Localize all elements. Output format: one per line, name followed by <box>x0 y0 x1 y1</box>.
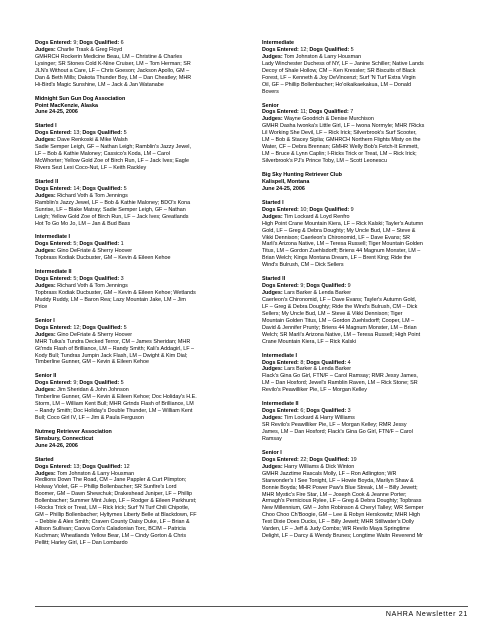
result-section <box>262 353 468 395</box>
results-line: Bovers <box>262 88 279 95</box>
results-line: MHR Mystic's Fire Star, LM – Joseph Cook & Jeanne Porter; <box>262 491 407 498</box>
results-line: Bull; Coco Girl IV, LF – Jim & Paula Ferguson <box>35 415 144 422</box>
section-heading: Nutmeg Retriever Association <box>35 428 112 435</box>
results-line: Kody Bull; Tundras Jumpin Jack Flash, LM – Dwight & Kim Dial; <box>35 352 188 359</box>
field-value: 11; <box>298 109 309 116</box>
field-label: Judges: <box>262 213 283 220</box>
result-section <box>35 429 244 450</box>
left-column <box>35 40 244 554</box>
field-value: 14; <box>71 185 83 192</box>
result-section <box>262 40 468 96</box>
field-value: 13; <box>71 463 83 470</box>
section-heading: Big Sky Hunting Retriever Club <box>262 171 342 178</box>
results-line: Starwonder's I See Tonight, LF – Howie Boyda, Marilyn Shaw & <box>262 477 414 484</box>
results-line: Delight, LF – Darcy & Wendy Brunes; Longtime Waitn Reverend Mr <box>262 533 423 540</box>
result-section <box>35 234 244 262</box>
stats-line <box>262 408 468 415</box>
field-value: 9; <box>71 380 80 387</box>
section-heading: Senior I <box>262 449 282 456</box>
results-line: – Debbie & Alex Smith; Craven County Daisy Duke, LF – Brian & <box>35 519 190 526</box>
field-label: Dogs Qualified: <box>306 408 347 415</box>
right-column <box>262 40 468 547</box>
stats-line <box>262 54 468 61</box>
results-line: Dan & Beth Mills; Dakota Thunder Boy, LM – Dan Cheatley; MHR <box>35 74 192 81</box>
results-line: GM – Phillip Bollenbacher; Hyltymes Liberty Belle at Blackdown, FF <box>35 512 197 519</box>
stats-line <box>262 214 468 221</box>
field-value: 5; <box>71 241 80 248</box>
results-line: Gt'rnds Flash of Brilliance, LM – Randy Smith; Kali's Addagirl, LF – <box>35 345 195 352</box>
field-label: Dogs Entered: <box>262 408 299 415</box>
stats-line <box>35 387 244 394</box>
results-line: GMHR Dasha Iwonka's Little Girl, LF – Iwona Normyle; MHR I'Ricks <box>262 123 425 130</box>
stats-line <box>262 290 468 297</box>
results-line: I-Rocks Trick or Treat, LM – Rick Irick; Surf 'N Turf Chili Chipotle, <box>35 505 190 512</box>
field-value: 1 <box>119 241 124 248</box>
field-value: 12; <box>71 324 83 331</box>
field-label: Dogs Entered: <box>262 283 299 290</box>
results-line: GMHR Jazztime Rascals Molly, LF – Ron Adlington; WR <box>262 470 397 477</box>
field-value: 5 <box>122 324 127 331</box>
section-heading: Intermediate II <box>262 401 299 408</box>
results-line: Lysinger; SR Stones Cold K-Nine Cruiser, LM – Tom Herman; SR <box>35 60 191 67</box>
field-value: 19 <box>349 456 357 463</box>
results-line: Allison Sullivan; Caova Con's Caladonian Torc, BC/M – Patricia <box>35 526 186 533</box>
results-line: Leigh; Yellow Gold Zoe of Birch Run, LF – Jack Ives; Greatlands <box>35 213 189 220</box>
results-line: Welch; SR Marli's Arizona Native, LM – Teresa Russell; High Point <box>262 331 421 338</box>
results-line: Oil, GF – Phillip Bollenbacher; Ho'oikaikaekakua, LM – Donald <box>262 81 412 88</box>
field-label: Judges: <box>262 53 283 60</box>
field-label: Dogs Qualified: <box>82 463 123 470</box>
stats-line <box>35 193 244 200</box>
field-value: 9; <box>298 283 307 290</box>
results-line: Test Dixie Does Ducks, LF – Billy Jewett; MHR Stillwater's Dolly <box>262 519 415 526</box>
stats-line <box>35 464 244 471</box>
stats-line <box>262 207 468 214</box>
stats-line <box>35 471 244 478</box>
field-label: Dogs Qualified: <box>82 185 123 192</box>
result-section <box>35 40 244 89</box>
results-line: Caerleon's Chironomid, LF – Dave Evans; Tayler's Autumn Gold, <box>262 297 417 304</box>
results-line: GMHRCH Rockerin Medicine Beau, LM – Christine & Charles <box>35 53 183 60</box>
results-line: Titus, LM – Gordon Zuehlsdorff; Briens 44 Magnum Monster, LM – <box>262 248 421 255</box>
field-label: Dogs Entered: <box>262 359 299 366</box>
field-label: Dogs Qualified: <box>82 130 123 137</box>
results-line: Sadie Semper Leigh, GF – Nathan Leigh; Ramblin's Jazzy Jewel, <box>35 144 191 151</box>
footer-rule <box>35 606 468 607</box>
results-line: JLN's Without a Care, LF – Chris Goeson; Jackson Apollo, GM – <box>35 67 190 74</box>
results-line: Redlions Down The Road, CM – Jane Pappler & Curt Plimpton; <box>35 477 187 484</box>
field-value: 22; <box>298 456 310 463</box>
field-label: Judges: <box>262 290 283 297</box>
field-label: Judges: <box>35 248 56 255</box>
stats-line <box>35 248 244 255</box>
field-label: Dogs Entered: <box>35 130 72 137</box>
section-heading: Simsbury, Connecticut <box>35 435 94 442</box>
result-section <box>35 457 244 547</box>
result-section <box>35 318 244 367</box>
results-line: LM – Dan Hosford; Jewel's Ramblin Raven, LM – Rick Stone; SR <box>262 380 418 387</box>
section-heading: Senior I <box>35 317 55 324</box>
stats-line <box>262 283 468 290</box>
results-line: Bollenbacher; Summer Mint Julep, LF – Rodger & Eileen Parkhurst; <box>35 498 197 505</box>
results-line: Hot To Go Mo Jo, LM – Jan & Bud Bass <box>35 220 131 227</box>
field-value: 5; <box>71 276 80 283</box>
section-heading: June 24-25, 2006 <box>262 185 305 192</box>
field-label: Dogs Entered: <box>35 185 72 192</box>
field-value: 10; <box>298 206 310 213</box>
results-line: New Millennium, GM – John Robinson & Cheryl Talley; WR Semper <box>262 505 424 512</box>
field-value: Richard Voth & Tom Jennings <box>55 192 128 199</box>
result-section <box>35 96 244 117</box>
field-label: Judges: <box>35 192 56 199</box>
results-line: Pellitt; Harley Girl, LF – Dan Lombardo <box>35 540 128 547</box>
results-line: Bonnie Boyda; MHR Power Paw's Blue Streak, LM – Billy Jewett; <box>262 484 418 491</box>
result-section <box>262 450 468 540</box>
results-line: Timberline Gunner, GM – Kevin & Eileen Kehoe; Doc Holiday's H.E. <box>35 394 197 401</box>
field-value: Charlie Trask & Greg Floyd <box>55 46 123 53</box>
results-line: – Randy Smith; Doc Holiday's Double Thunder, LM – William Kent <box>35 408 193 415</box>
results-line: Choo Choo Ch'Boogie, GM – Lee & Robyn Herskowitz; MHR High <box>262 512 421 519</box>
field-label: Judges: <box>35 331 56 338</box>
stats-line <box>262 464 468 471</box>
field-label: Judges: <box>35 46 56 53</box>
results-line: Price <box>35 303 48 310</box>
field-value: 12 <box>122 463 130 470</box>
results-line: Topbrass Kodiak Ducbuster, GM – Kevin & Eileen Kehoe <box>35 255 171 262</box>
field-label: Dogs Qualified: <box>308 109 349 116</box>
section-heading: Intermediate I <box>262 352 298 359</box>
results-line: Vikki Dennison; Caerleon's Chironomid, LF – Dave Evans; SR <box>262 234 411 241</box>
results-line: Crane Mountain Kiera, LF – Rick Kalski <box>262 338 357 345</box>
results-line: Topbrass Kodiak Ducbuster, GM – Kevin & Eileen Kehoe; Wetlands <box>35 290 196 296</box>
field-label: Judges: <box>262 415 283 422</box>
field-value: Richard Voth & Tom Jennings <box>55 283 128 290</box>
results-line: MHR Tulka's Tundra Decked Terror, CM – James Sheridan; MHR <box>35 338 191 345</box>
results-line: Flack's Gina Go Girl, FTN/F – Carol Ramsay; RMR Jessy James, <box>262 373 418 380</box>
field-value: Harry Williams & Dick Winton <box>282 463 355 470</box>
field-label: Dogs Qualified: <box>79 276 120 283</box>
section-heading: Intermediate II <box>35 269 72 276</box>
field-label: Dogs Qualified: <box>306 359 347 366</box>
field-value: 8; <box>298 359 307 366</box>
stats-line <box>262 415 468 422</box>
stats-line <box>262 109 468 116</box>
results-line: Ramblin's Jazzy Jewel, LF – Bob & Kathie Maloney; BDO's Kona <box>35 199 191 206</box>
field-value: 5 <box>122 185 127 192</box>
results-line: Varden, LF – Jeff & Judy Combs; WR Revilo Maya Springtime <box>262 526 410 533</box>
field-value: 9 <box>346 283 351 290</box>
field-value: 7 <box>348 109 354 116</box>
results-line: Sellers; My Uncle Bud, LM – Steve & Vikki Dennison; Tiger <box>262 310 403 317</box>
field-value: Jim Sheridan & John Johnson <box>55 387 129 394</box>
field-value: 5 <box>119 380 124 387</box>
results-line: Hi-Bird's Magic Sunshine, LM – Jack & Jan Watanabe <box>35 81 164 88</box>
field-value: Wayne Goodrich & Denise Murchison <box>282 116 374 123</box>
field-value: 6; <box>298 408 307 415</box>
results-line: Timberline Gunner, GM – Kevin & Eileen Kehoe <box>35 359 149 366</box>
section-heading: Intermediate <box>262 40 295 46</box>
section-heading: June 24-26, 2006 <box>35 442 78 449</box>
stats-line <box>35 380 244 387</box>
field-label: Judges: <box>262 366 283 373</box>
field-value: 4 <box>346 359 351 366</box>
results-line: Sunrise, LF – Blake Matray; Sadie Semper Leigh, GF – Nathan <box>35 206 186 213</box>
field-label: Dogs Entered: <box>262 456 299 463</box>
section-heading: Intermediate I <box>35 234 71 241</box>
field-label: Dogs Entered: <box>35 40 72 46</box>
section-heading: Started I <box>262 199 284 206</box>
field-label: Dogs Entered: <box>35 324 72 331</box>
results-line: LF – Greg & Debra Doughty; Ride the Wind's Bulrush, CM – Dick <box>262 303 418 310</box>
field-value: 12; <box>298 46 310 53</box>
result-section <box>262 172 468 193</box>
results-line: Armagh's Pernicious Rylee, LF – Greg & Debra Doughty; Topbrass <box>262 498 422 505</box>
field-value: 13; <box>71 130 83 137</box>
stats-line <box>262 116 468 123</box>
result-section <box>262 276 468 346</box>
results-line: Lil Working She Devil, LF – Rick Irick; Silverbrook's Surf Scooter, <box>262 130 417 137</box>
results-line: High Point Crane Mountain Kiera, LF – Rick Kalski; Tayler's Autumn <box>262 220 424 227</box>
field-value: Tim Lockard & Harry Williams <box>282 415 355 422</box>
stats-line <box>35 40 244 47</box>
results-line: LM – Bruce & Lynn Caplin; I-Ricks Trick or Treat, LM – Rick Irick; <box>262 151 417 158</box>
field-label: Dogs Qualified: <box>79 241 120 248</box>
field-label: Dogs Qualified: <box>79 40 120 46</box>
field-label: Dogs Entered: <box>262 46 299 53</box>
field-value: 3 <box>346 408 351 415</box>
field-label: Judges: <box>262 116 283 123</box>
field-value: Tim Lockard & Loyd Renfro <box>282 213 350 220</box>
section-heading: Started I <box>35 123 57 130</box>
field-value: Gino DeFriate & Sherry Hoover <box>55 248 133 255</box>
results-line: Decoy of Shale Hollow, CM – Ken Kressler; SR Biscuits of Black <box>262 67 416 74</box>
field-label: Dogs Qualified: <box>79 380 120 387</box>
field-value: 9; <box>71 40 80 46</box>
results-line: Storm, LM – William Kent Bull; MHR Grtnds Flash of Brilliance, LM <box>35 401 194 408</box>
results-line: Ramsay <box>262 435 282 442</box>
field-value: 9 <box>349 206 354 213</box>
page-footer: NAHRA Newsletter 21 <box>385 611 468 618</box>
result-section <box>262 401 468 443</box>
results-line: Revilo's Peawilliker Pie, LF – Morgan Kelley <box>262 387 367 394</box>
results-line: Silverbrook's PJ's Prince Toby, LM – Scott Leonescu <box>262 158 388 165</box>
result-section <box>35 269 244 311</box>
results-line: David & Jennifer Prunty; Briens 44 Magnum Monster, LM – Brian <box>262 324 417 331</box>
field-value: Tom Johnston & Larry Housman <box>282 53 362 60</box>
field-label: Dogs Qualified: <box>309 46 350 53</box>
results-line: Water, CF – Debra Brennan; GMHR Welly Bob's Fetch-It Emmett, <box>262 144 419 151</box>
field-label: Dogs Entered: <box>262 206 299 213</box>
stats-line <box>262 366 468 373</box>
results-line: Gold, LF – Greg & Debra Doughty; My Uncle Bud, LM – Steve & <box>262 227 416 234</box>
section-heading: Senior II <box>35 373 57 380</box>
stats-line <box>35 137 244 144</box>
result-section <box>35 179 244 228</box>
stats-line <box>35 283 244 290</box>
section-heading: June 24-25, 2006 <box>35 109 78 116</box>
stats-line <box>262 360 468 367</box>
result-section <box>262 103 468 166</box>
result-section <box>35 123 244 172</box>
field-label: Dogs Entered: <box>35 463 72 470</box>
results-line: Marli's Arizona Native, LM – Teresa Russell; Tiger Mountain Golden <box>262 241 423 248</box>
stats-line <box>35 325 244 332</box>
results-line: LF – Bob & Kathie Maloney; Cassico's Koda, LM – Carol <box>35 151 170 158</box>
field-label: Dogs Entered: <box>35 276 72 283</box>
results-line: Wind's Bulrush, CM – Dick Sellers <box>262 262 344 269</box>
results-line: LM – Bob & Stacey Siplia; GMHRCH Northern Flights Misty on the <box>262 137 421 144</box>
results-line: Lady Winchester Duchess of NY, LF – Janine Schiller; Native Lands <box>262 60 424 67</box>
field-value: 5 <box>349 46 354 53</box>
section-heading: Started <box>35 456 54 463</box>
results-line: Brian Welch; Kings Montana Dream, LF – Brent King; Ride the <box>262 255 412 262</box>
field-value: Dave Renkoski & Mike Walsh <box>55 137 128 144</box>
field-label: Dogs Entered: <box>35 241 72 248</box>
section-heading: Started II <box>262 276 286 283</box>
results-line: Boomer, GM – Dawn Shewchuk; Drakeshead Juniper, LF – Phillip <box>35 491 193 498</box>
field-label: Dogs Qualified: <box>306 283 347 290</box>
field-value: Gino DeFriate & Sherry Hoover <box>55 331 133 338</box>
stats-line <box>262 457 468 464</box>
results-line: Rivers Sezi Lexi Coco-Nut, LF – Keith Rackley <box>35 165 147 172</box>
field-label: Judges: <box>35 137 56 144</box>
result-section <box>35 373 244 422</box>
results-line: Muddy Ruddy, LM – Baron Rea; Lazy Mountain Jake, LM – Jim <box>35 296 186 303</box>
section-heading: Kalispell, Montana <box>262 178 310 185</box>
section-heading: Started II <box>35 178 59 185</box>
stats-line <box>262 47 468 54</box>
result-section <box>262 200 468 270</box>
field-label: Dogs Qualified: <box>82 324 123 331</box>
stats-line <box>35 332 244 339</box>
field-label: Dogs Qualified: <box>309 206 350 213</box>
field-value: Tom Johnston & Larry Housman <box>55 470 135 477</box>
results-line: James, LM – Dan Hosford; Flack's Gina Go Girl, FTN/F – Carol <box>262 429 413 435</box>
field-value: 5 <box>122 130 127 137</box>
field-label: Dogs Entered: <box>262 109 299 116</box>
stats-line <box>35 241 244 248</box>
field-label: Dogs Entered: <box>35 380 72 387</box>
results-line: Forest, LF – Kenneth & Joy DeVincenzi; Surf 'N Turf Extra Virgin <box>262 74 416 81</box>
field-label: Dogs Qualified: <box>309 456 350 463</box>
field-label: Judges: <box>35 470 56 477</box>
results-line: SR Revilo's Peawilliker Pie, LF – Morgan Kelley; RMR Jessy <box>262 422 407 429</box>
results-line: Holway Violet, GF – Phillip Bollenbacher; SR Sunfire's Lord <box>35 484 177 491</box>
field-value: 6 <box>119 40 124 46</box>
field-label: Judges: <box>262 463 283 470</box>
field-value: Lars Barker & Lenda Barker <box>282 290 351 297</box>
section-heading: Midnight Sun Gun Dog Association <box>35 95 126 102</box>
field-value: Lars Barker & Lenda Barker <box>282 366 351 373</box>
results-line: Mountain Golden Titus, LM – Gordon Zuehlsdorff; Cooper, LM – <box>262 317 415 324</box>
section-heading: Senior <box>262 102 279 109</box>
results-line: Kuchman; Wheatlands Yellow Bear, LM – Cindy Gorton & Chris <box>35 533 187 540</box>
stats-line <box>35 276 244 283</box>
stats-line <box>35 47 244 54</box>
field-label: Judges: <box>35 283 56 290</box>
results-line: McWhorter; Yellow Gold Zoe of Birch Run, LF – Jack Ives; Eagle <box>35 158 189 165</box>
section-heading: Point MacKenzie, Alaska <box>35 102 99 109</box>
stats-line <box>35 186 244 193</box>
stats-line <box>35 130 244 137</box>
field-value: 3 <box>119 276 124 283</box>
field-label: Judges: <box>35 387 56 394</box>
